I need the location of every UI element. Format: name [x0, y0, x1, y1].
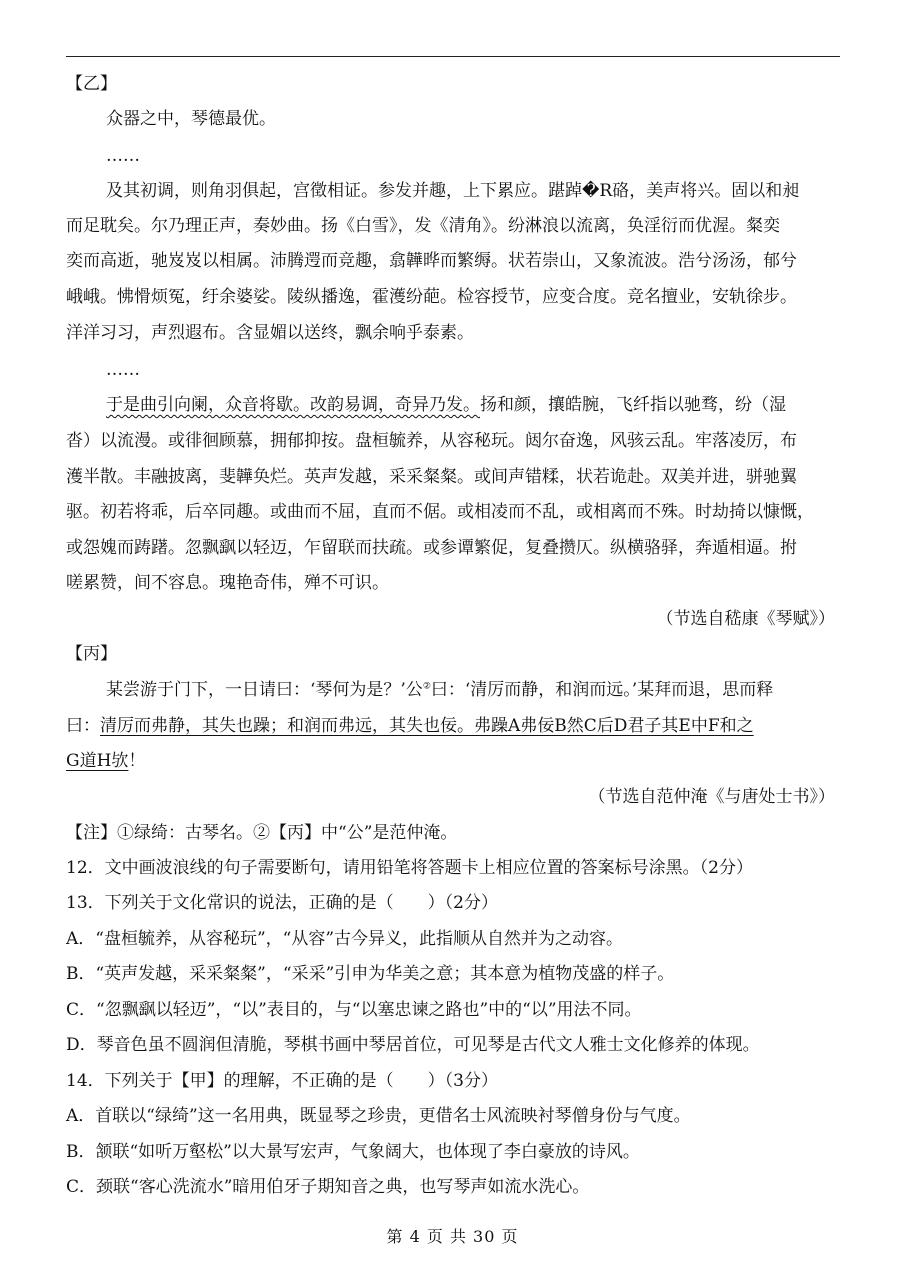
question-12: 12．文中画波浪线的句子需要断句，请用铅笔将答题卡上相应位置的答案标号涂黑。（2分） — [66, 858, 753, 878]
underlined-sentence: 清厉而弗静，其失也躁；和润而弗远，其失也佞。弗躁A弗佞B然C后D君子其E中F和之 — [100, 716, 754, 736]
yi-p2-line: 奕而高逝，驰岌岌以相属。沛腾遌而竞趣，翕韡晔而繁缛。状若崇山，又象流波。浩兮汤汤，郁兮 — [66, 251, 797, 271]
top-rule — [66, 56, 840, 57]
footnote-marker: ② — [422, 681, 431, 692]
ellipsis: …… — [106, 360, 140, 380]
ellipsis: …… — [106, 146, 140, 166]
yi-p3-line — [106, 392, 786, 418]
bing-line — [66, 713, 754, 739]
text-run: 曰： — [66, 716, 100, 736]
question-14-option-a: A．首联以“绿绮”这一名用典，既显琴之珍贵，更借名士风流映衬琴僧身份与气度。 — [66, 1106, 691, 1126]
bing-line — [66, 748, 145, 774]
question-14-stem: 14．下列关于【甲】的理解，不正确的是（ ）（3分） — [66, 1071, 498, 1091]
yi-source: （节选自嵇康《琴赋》） — [656, 609, 835, 629]
question-14-option-b: B．颔联“如听万壑松”以大景写宏声，气象阔大，也体现了李白豪放的诗风。 — [66, 1142, 640, 1162]
bing-source: （节选自范仲淹《与唐处士书》） — [588, 787, 835, 807]
text-run: 某尝游于门下，一日请曰：‘琴何为是？’公 — [106, 680, 423, 700]
note: 【注】①绿绮：古琴名。②【丙】中“公”是范仲淹。 — [66, 823, 458, 843]
yi-p2-line: 而足耽矣。尔乃理正声，奏妙曲。扬《白雪》，发《清角》。纷淋浪以流离，奂淫衍而优渥。粲奕 — [66, 216, 780, 236]
yi-p2-line: 及其初调，则角羽俱起，宫徵相证。参发并趣，上下累应。踸踔�R硌，美声将兴。固以和昶 — [106, 181, 800, 201]
yi-p3-line: 嗟累赞，间不容息。瑰艳奇伟，殚不可识。 — [66, 573, 389, 593]
yi-p2-line: 峨峨。怫愲烦冤，纡余婆娑。陵纵播逸，霍濩纷葩。检容授节，应变合度。竞名擅业，安轨徐步。 — [66, 287, 797, 307]
yi-p2-line: 洋洋习习，声烈遐布。含显媚以送终，飘余响乎泰素。 — [66, 323, 474, 343]
text-run: ！ — [128, 751, 146, 771]
section-bing-heading: 【丙】 — [66, 644, 117, 664]
yi-p3-line: 驱。初若将乖，后卒同趣。或曲而不屈，直而不倨。或相凌而不乱，或相离而不殊。时劫掎以慷慨， — [66, 502, 814, 522]
yi-p3-line: 濩半散。丰融披离，斐韡奂烂。英声发越，采采粲粲。或间声错糅，状若诡赴。双美并进，骈驰翼 — [66, 467, 797, 487]
text-run: 曰：‘清厉而静，和润而远。’某拜而退，思而释 — [430, 680, 774, 700]
underlined-sentence: G道H欤 — [66, 751, 129, 771]
wavy-underlined-sentence: 于是曲引向阑，众音将歇。改韵易调，奇异乃发。 — [106, 395, 480, 415]
page-footer: 第 4 页 共 30 页 — [386, 1227, 519, 1246]
yi-p3-line: 或怨媿而踌躇。忽飘飖以轻迈，乍留联而扶疏。或参谭繁促，复叠攒仄。纵横骆驿，奔遁相逼。拊 — [66, 538, 797, 558]
text-run: 扬和颜，攘皓腕，飞纤指以驰骛，纷（湿 — [480, 395, 786, 415]
question-13-option-b: B．“英声发越，采采粲粲”，“采采”引申为华美之意；其本意为植物茂盛的样子。 — [66, 964, 675, 984]
question-13-option-c: C．“忽飘飖以轻迈”，“以”表目的，与“以塞忠谏之路也”中的“以”用法不同。 — [66, 1000, 642, 1020]
section-yi-heading: 【乙】 — [66, 74, 117, 94]
question-13-option-d: D．琴音色虽不圆润但清脆，琴棋书画中琴居首位，可见琴是古代文人雅士文化修养的体现。 — [66, 1035, 760, 1055]
question-13-option-a: A．“盘桓毓养，从容秘玩”，“从容”古今异义，此指顺从自然并为之动容。 — [66, 929, 624, 949]
question-13-stem: 13．下列关于文化常识的说法，正确的是（ ）（2分） — [66, 893, 498, 913]
yi-paragraph-1: 众器之中，琴德最优。 — [106, 109, 276, 129]
yi-p3-line: 沓）以流漫。或徘徊顾慕，拥郁抑按。盘桓毓养，从容秘玩。闼尔奋逸，风骇云乱。牢落凌厉，布 — [66, 431, 797, 451]
bing-line — [106, 677, 773, 703]
question-14-option-c: C．颈联“客心洗流水”暗用伯牙子期知音之典，也写琴声如流水洗心。 — [66, 1177, 590, 1197]
